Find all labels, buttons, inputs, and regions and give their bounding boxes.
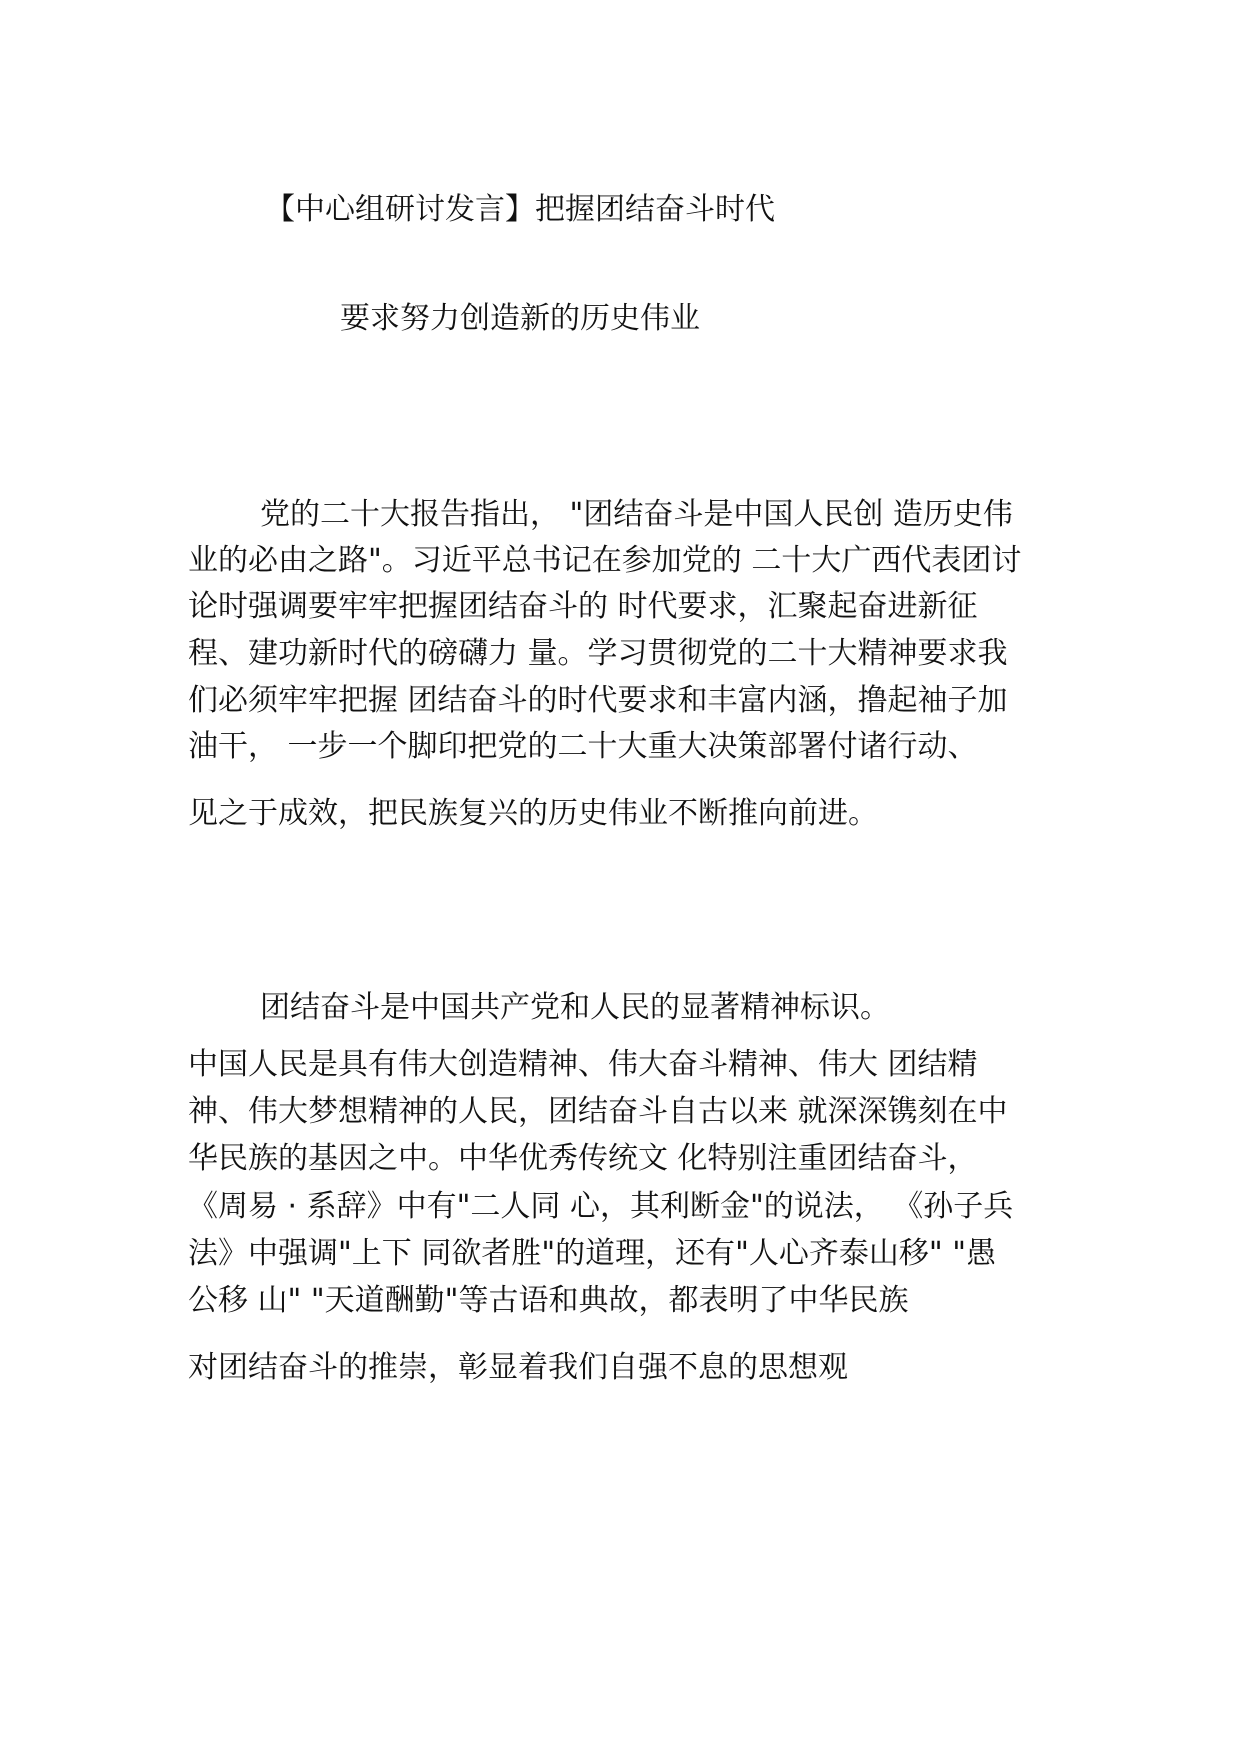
- paragraph-2-line-7: 公移 山" "天道酬勤"等古语和典故，都表明了中华民族: [188, 1283, 909, 1318]
- paragraph-1-line-4: 程、建功新时代的磅礴力 量。学习贯彻党的二十大精神要求我: [188, 636, 1008, 671]
- paragraph-2-line-5: 《周易 · 系辞》中有"二人同 心，其利断金"的说法， 《孙子兵: [188, 1189, 1014, 1224]
- paragraph-2-line-8: 对团结奋斗的推崇，彰显着我们自强不息的思想观: [188, 1350, 848, 1385]
- paragraph-1-line-5: 们必须牢牢把握 团结奋斗的时代要求和丰富内涵，撸起袖子加: [188, 683, 1008, 718]
- paragraph-1-line-3: 论时强调要牢牢把握团结奋斗的 时代要求，汇聚起奋进新征: [188, 589, 978, 624]
- paragraph-2-line-1: 团结奋斗是中国共产党和人民的显著精神标识。: [260, 990, 890, 1025]
- paragraph-2-line-3: 神、伟大梦想精神的人民，团结奋斗自古以来 就深深镌刻在中: [188, 1094, 1008, 1129]
- paragraph-2-line-2: 中国人民是具有伟大创造精神、伟大奋斗精神、伟大 团结精: [188, 1047, 978, 1082]
- paragraph-1-line-7: 见之于成效，把民族复兴的历史伟业不断推向前进。: [188, 796, 878, 831]
- paragraph-1-line-2: 业的必由之路"。习近平总书记在参加党的 二十大广西代表团讨: [188, 543, 1022, 578]
- paragraph-1-line-6: 油干， 一步一个脚印把党的二十大重大决策部署付诸行动、: [188, 729, 978, 764]
- title-line-2: 要求努力创造新的历史伟业: [340, 301, 700, 336]
- paragraph-2-line-6: 法》中强调"上下 同欲者胜"的道理，还有"人心齐泰山移" "愚: [188, 1236, 997, 1271]
- title-line-1: 【中心组研讨发言】把握团结奋斗时代: [265, 192, 775, 227]
- paragraph-2-line-4: 华民族的基因之中。中华优秀传统文 化特别注重团结奋斗，: [188, 1141, 978, 1176]
- paragraph-1-line-1: 党的二十大报告指出， "团结奋斗是中国人民创 造历史伟: [260, 497, 1013, 532]
